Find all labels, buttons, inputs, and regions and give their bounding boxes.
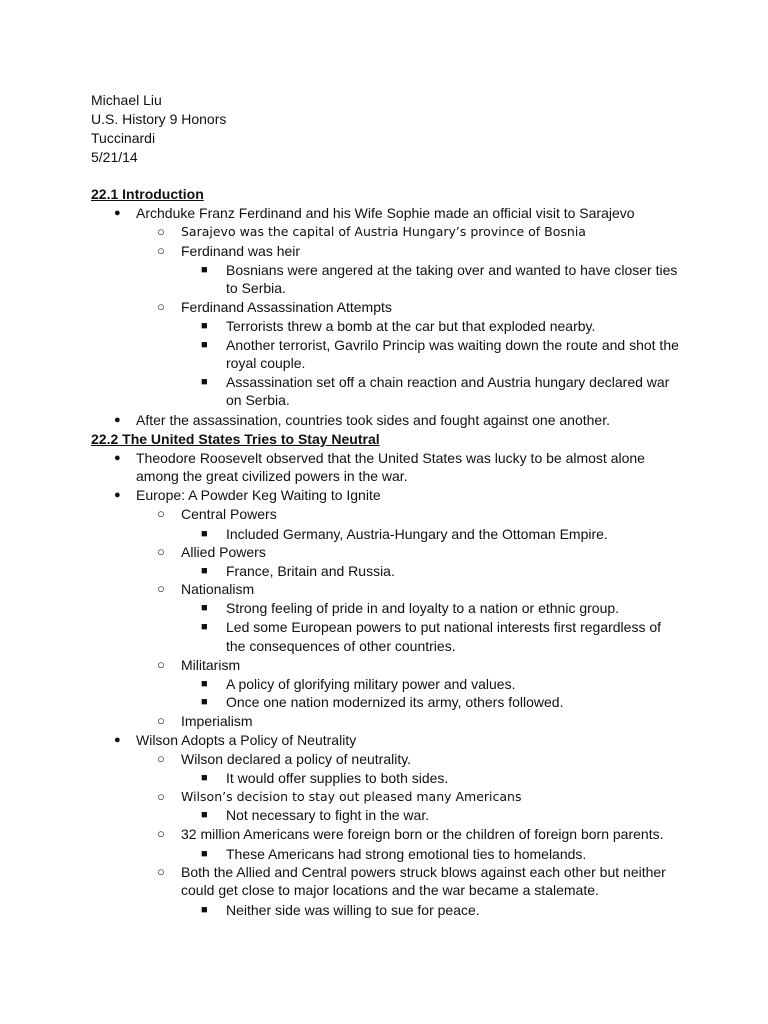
bullet-l3: ■ [201,904,208,916]
bullet-l1: ● [114,489,121,501]
bullet-l2: ○ [157,506,165,521]
section-heading: 22.1 Introduction [91,186,204,202]
bullet-text: A policy of glorifying military power and values. [226,676,516,692]
bullet-l2: ○ [157,224,165,239]
bullet-text: Not necessary to fight in the war. [226,807,430,823]
date: 5/21/14 [91,149,138,165]
bullet-l2: ○ [157,713,165,728]
bullet-l1: ● [114,452,121,464]
bullet-l2: ○ [157,657,165,672]
bullet-l3: ■ [201,678,208,690]
bullet-text: It would offer supplies to both sides. [226,770,449,786]
bullet-l2: ○ [157,751,165,766]
bullet-text-cont: royal couple. [226,355,306,371]
bullet-text: These Americans had strong emotional ties to homelands. [226,846,587,862]
bullet-l2: ○ [157,864,165,879]
bullet-l1: ● [114,207,121,219]
bullet-l3: ■ [201,602,208,614]
bullet-text: Wilson Adopts a Policy of Neutrality [136,732,357,748]
bullet-text: Terrorists threw a bomb at the car but that exploded nearby. [226,318,596,334]
bullet-l3: ■ [201,848,208,860]
bullet-text: Imperialism [181,713,253,729]
bullet-l3: ■ [201,772,208,784]
bullet-l3: ■ [201,809,208,821]
bullet-text: Wilson declared a policy of neutrality. [181,751,412,767]
bullet-text-cont: could get close to major locations and the war became a stalemate. [181,882,599,898]
bullet-l2: ○ [157,299,165,314]
bullet-text: Wilson’s decision to stay out pleased many Americans [181,789,522,804]
teacher-name: Tuccinardi [91,130,156,146]
bullet-text: Once one nation modernized its army, others followed. [226,694,564,710]
bullet-text: Assassination set off a chain reaction and Austria hungary declared war [226,374,670,390]
bullet-text: Bosnians were angered at the taking over and wanted to have closer ties [226,262,678,278]
bullet-text: 32 million Americans were foreign born or the children of foreign born parents. [181,826,664,842]
bullet-l2: ○ [157,243,165,258]
bullet-text: Allied Powers [181,544,266,560]
bullet-l3: ■ [201,376,208,388]
bullet-text: Militarism [181,657,241,673]
bullet-l3: ■ [201,339,208,351]
bullet-l2: ○ [157,581,165,596]
bullet-text: Both the Allied and Central powers struck blows against each other but neither [181,864,666,880]
bullet-text-cont: the consequences of other countries. [226,638,456,654]
bullet-text: Neither side was willing to sue for peace. [226,902,480,918]
bullet-text: France, Britain and Russia. [226,563,395,579]
bullet-text-cont: on Serbia. [226,392,290,408]
bullet-text: Included Germany, Austria-Hungary and the Ottoman Empire. [226,526,608,542]
bullet-text: Central Powers [181,506,277,522]
bullet-text: Europe: A Powder Keg Waiting to Ignite [136,487,381,503]
bullet-l2: ○ [157,789,165,804]
bullet-text-cont: to Serbia. [226,280,286,296]
bullet-text: Strong feeling of pride in and loyalty to a nation or ethnic group. [226,600,620,616]
bullet-l3: ■ [201,320,208,332]
bullet-text: Another terrorist, Gavrilo Princip was waiting down the route and shot the [226,337,679,353]
bullet-text: Ferdinand was heir [181,243,301,259]
bullet-text: Nationalism [181,581,255,597]
bullet-l3: ■ [201,565,208,577]
bullet-text: Led some European powers to put national interests first regardless of [226,619,662,635]
bullet-text: Theodore Roosevelt observed that the United States was lucky to be almost alone [136,450,645,466]
bullet-text: Sarajevo was the capital of Austria Hungary’s province of Bosnia [181,224,586,239]
bullet-l3: ■ [201,696,208,708]
bullet-l1: ● [114,414,121,426]
bullet-text: Archduke Franz Ferdinand and his Wife Sophie made an official visit to Sarajevo [136,205,635,221]
bullet-l3: ■ [201,528,208,540]
bullet-l2: ○ [157,826,165,841]
bullet-l3: ■ [201,621,208,633]
bullet-l1: ● [114,734,121,746]
bullet-l2: ○ [157,544,165,559]
bullet-text: After the assassination, countries took sides and fought against one another. [136,412,610,428]
bullet-text: Ferdinand Assassination Attempts [181,299,392,315]
bullet-l3: ■ [201,264,208,276]
course-name: U.S. History 9 Honors [91,111,227,127]
author-name: Michael Liu [91,92,162,108]
section-heading: 22.2 The United States Tries to Stay Neutral [91,431,380,447]
bullet-text-cont: among the great civilized powers in the war. [136,468,408,484]
